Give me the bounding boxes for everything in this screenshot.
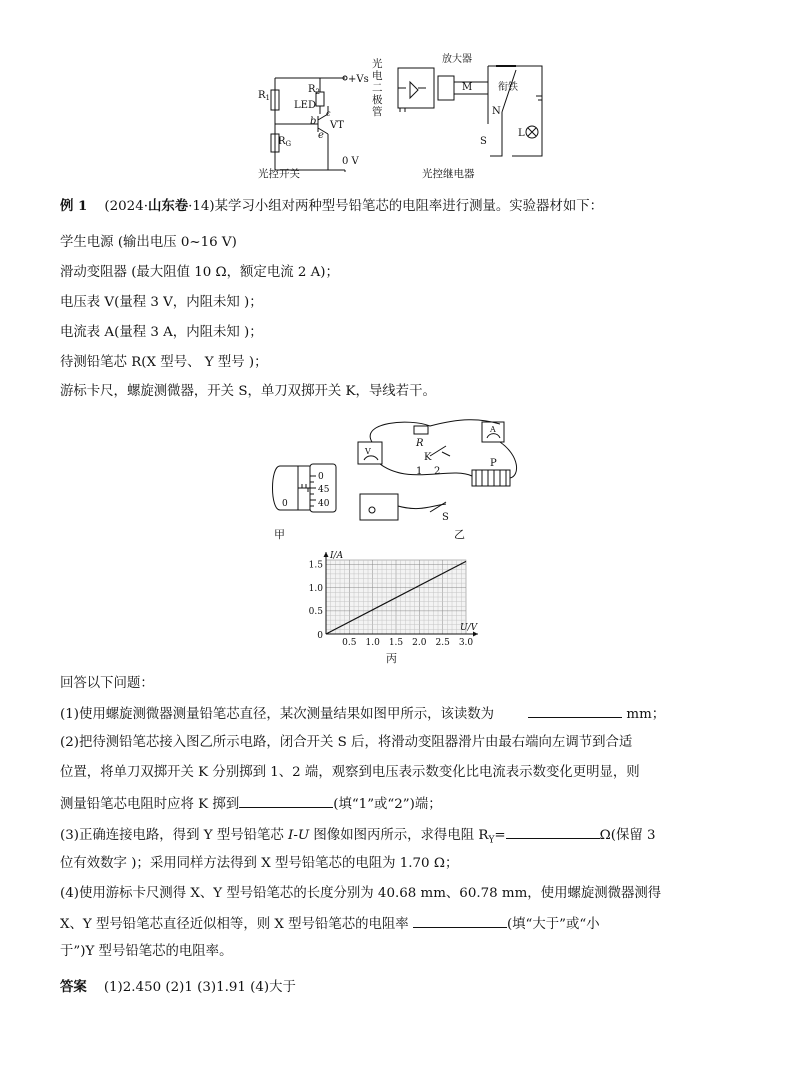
ammeter-label: A xyxy=(490,425,496,434)
amplifier-label: 放大器 xyxy=(442,54,472,65)
figure-label-yi: 乙 xyxy=(454,528,465,541)
circuit-figure xyxy=(250,52,550,182)
zero-v-label: 0 V xyxy=(342,156,359,167)
r2-label: $R_2$ xyxy=(308,84,320,96)
equipment-item: 电压表 V(量程 3 V，内阻未知 )； xyxy=(60,295,263,310)
question-2-line-2: 位置，将单刀双掷开关 K 分别掷到 1、2 端，观察到电压表示数变化比电流表示数变化更明显，则 xyxy=(60,765,640,780)
answer-line xyxy=(60,977,296,998)
chart-y-arrow xyxy=(324,552,329,557)
voltmeter-label: V xyxy=(365,447,371,456)
micrometer-drawing xyxy=(268,460,348,530)
question-4-line-1: (4)使用游标卡尺测得 X、Y 型号铅笔芯的长度分别为 40.68 mm、60.78 mm，使用螺旋测微器测得 xyxy=(60,886,662,901)
caption-light-relay: 光控继电器 xyxy=(422,168,475,180)
apparatus-k-label: K xyxy=(424,452,432,463)
example-intro: 某学习小组对两种型号铅笔芯的电阻率进行测量。实验器材如下： xyxy=(214,199,603,214)
answer-text: (1)2.450 (2)1 (3)1.91 (4)大于 xyxy=(103,980,296,995)
micrometer-tick-40: 40 xyxy=(318,499,330,509)
iu-chart-svg xyxy=(298,548,498,650)
l-label: L xyxy=(518,128,525,139)
figure-label-jia: 甲 xyxy=(274,528,285,541)
questions-prompt: 回答以下问题： xyxy=(60,676,154,691)
chart-x-tick-label: 0.5 xyxy=(342,638,357,648)
apparatus-drawing xyxy=(350,416,530,526)
equipment-item: 滑动变阻器 (最大阻值 10 Ω，额定电流 2 A)； xyxy=(60,265,339,280)
answer-label: 答案 xyxy=(60,979,87,995)
chart-x-tick-label: 3.0 xyxy=(458,638,474,648)
q2-answer-blank[interactable] xyxy=(239,793,333,808)
question-3-line-2: 位有效数字 )；采用同样方法得到 X 型号铅笔芯的电阻为 1.70 Ω； xyxy=(60,856,459,871)
chart-y-axis-label: I/A xyxy=(330,551,344,561)
iu-chart xyxy=(298,548,498,664)
example-source-num: ·14) xyxy=(188,199,215,214)
question-1: (1)使用螺旋测微器测量铅笔芯直径，某次测量结果如图甲所示，该读数为 mm； xyxy=(60,703,665,725)
question-2-line-3: 测量铅笔芯电阻时应将 K 掷到 (填“1”或“2”)端； xyxy=(60,793,442,815)
example-source-name: 山东卷 xyxy=(147,198,189,214)
chart-x-tick-label: 2.0 xyxy=(412,638,427,648)
micrometer-tick-0: 0 xyxy=(318,472,324,482)
chart-y-tick-label: 1.5 xyxy=(308,560,323,571)
question-4-line-2: X、Y 型号铅笔芯直径近似相等，则 X 型号铅笔芯的电阻率 (填“大于”或“小 xyxy=(60,913,600,935)
q3-answer-blank[interactable] xyxy=(506,824,600,839)
apparatus-s-label: S xyxy=(442,512,449,523)
micrometer-tick-45: 45 xyxy=(318,485,330,495)
led-label: LED xyxy=(294,100,316,111)
equipment-item: 电流表 A(量程 3 A，内阻未知 )； xyxy=(60,325,263,340)
chart-x-axis-label: U/V xyxy=(460,623,478,633)
vs-label: +Vs xyxy=(348,74,369,85)
chart-x-tick-label: 2.5 xyxy=(435,638,450,648)
equipment-item: 学生电源 (输出电压 0~16 V) xyxy=(60,235,237,250)
caption-light-switch: 光控开关 xyxy=(258,168,300,180)
s-label: S xyxy=(480,136,487,147)
armature-label: 衔铁 xyxy=(498,82,518,93)
chart-origin-label: 0 xyxy=(317,631,323,641)
apparatus-1-label: 1 xyxy=(416,466,423,477)
example-heading xyxy=(60,196,603,217)
chart-y-tick-label: 0.5 xyxy=(308,606,323,617)
q4-answer-blank[interactable] xyxy=(413,913,507,928)
figure-label-bing: 丙 xyxy=(386,652,397,665)
c-label: c xyxy=(326,109,331,118)
micrometer-figure xyxy=(268,460,348,540)
n-label: N xyxy=(492,106,501,117)
equipment-item: 游标卡尺，螺旋测微器，开关 S，单刀双掷开关 K，导线若干。 xyxy=(60,384,436,399)
question-2-line-1: (2)把待测铅笔芯接入图乙所示电路，闭合开关 S 后，将滑动变阻器滑片由最右端向左调节到合适 xyxy=(60,735,633,750)
chart-y-tick-label: 1.0 xyxy=(308,583,323,594)
micrometer-zero: 0 xyxy=(282,499,288,509)
r1-label: $R_1$ xyxy=(258,90,270,102)
apparatus-2-label: 2 xyxy=(434,466,441,477)
example-source-year: (2024· xyxy=(104,199,148,214)
circuit-diagram xyxy=(250,52,550,182)
vt-label: VT xyxy=(330,120,344,131)
question-4-line-3: 于”)Y 型号铅笔芯的电阻率。 xyxy=(60,944,233,959)
apparatus-figure xyxy=(350,416,530,542)
apparatus-p-label: P xyxy=(490,458,497,469)
q1-answer-blank[interactable] xyxy=(528,703,622,718)
m-label: M xyxy=(462,82,473,93)
apparatus-r-label: R xyxy=(416,438,424,449)
rg-label: $R_G$ xyxy=(278,136,292,148)
example-label: 例 1 xyxy=(60,198,88,214)
chart-x-tick-label: 1.5 xyxy=(388,638,404,648)
question-3-line-1: (3)正确连接电路，得到 Y 型号铅笔芯 I-U 图像如图丙所示，求得电阻 $R_Y= \Omega$(保留 3 xyxy=(60,824,656,851)
b-label: b xyxy=(310,116,317,127)
chart-x-tick-label: 1.0 xyxy=(365,638,380,648)
photodiode-label: 光电二极管 xyxy=(372,58,383,118)
equipment-item: 待测铅笔芯 R(X 型号、 Y 型号 )； xyxy=(60,355,268,370)
e-label: e xyxy=(318,130,324,141)
